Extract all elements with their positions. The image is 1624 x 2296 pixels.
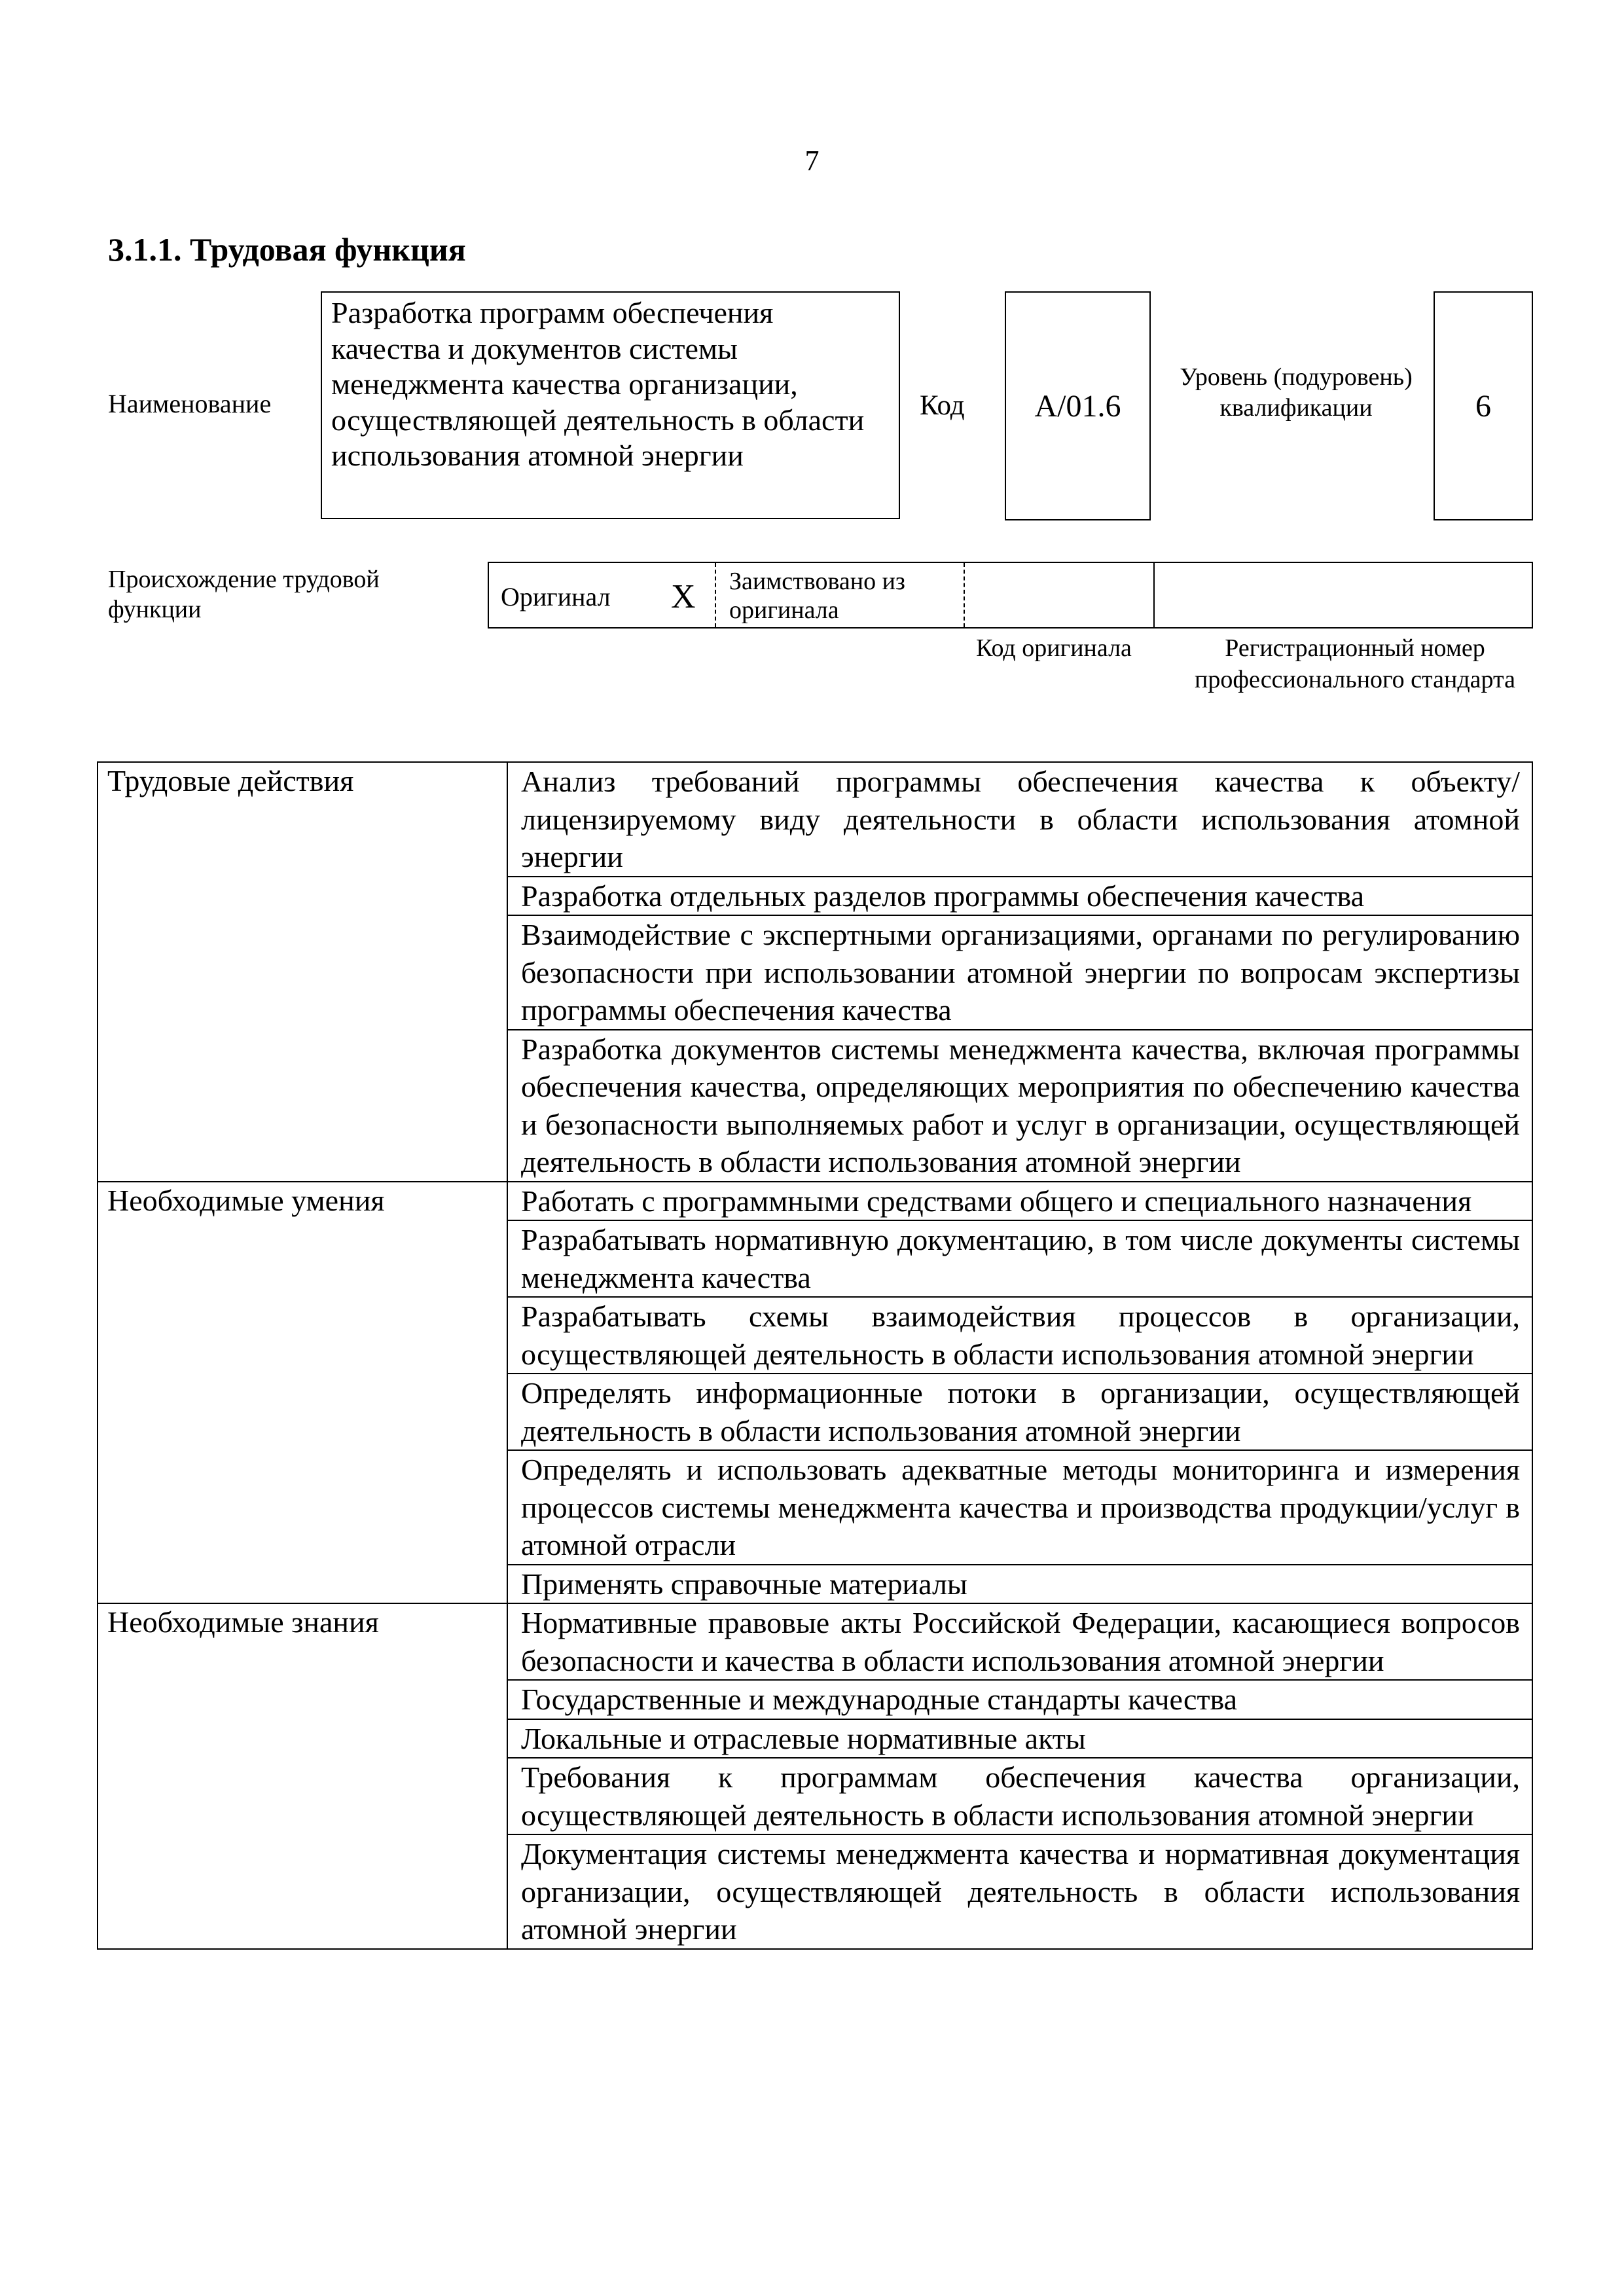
section-item-cell: Разработка отдельных разделов программы обеспечения качества (507, 877, 1532, 916)
qualification-level-label: Уровень (подуровень) квалификации (1180, 363, 1413, 422)
table-row (98, 1182, 1532, 1221)
function-name-box: Разработка программ обеспечения качества и документов системы менеджмента качества организации, осуществляющей деятельность в области использования атомной энергии (321, 291, 900, 519)
table-row (98, 1603, 1532, 1680)
section-item-cell: Разрабатывать схемы взаимодействия процессов в организации, осуществляющей деятельность в области использования атомной энергии (507, 1297, 1532, 1374)
section-title-cell: Необходимые умения (98, 1182, 507, 1604)
origin-reg-number-cell (1155, 563, 1531, 627)
section-item-cell: Нормативные правовые акты Российской Федерации, касающиеся вопросов безопасности и качества в области использования атомной энергии (507, 1603, 1532, 1680)
function-code: А/01.6 (1034, 388, 1121, 424)
original-mark: X (671, 578, 696, 615)
section-title: 3.1.1. Трудовая функция (108, 231, 466, 268)
borrowed-label: Заимствовано из оригинала (729, 568, 905, 624)
section-item-cell: Анализ требований программы обеспечения качества к объекту/ лицензируемому виду деятельности в области использования атомной энергии (507, 762, 1532, 877)
name-label: Наименование (108, 389, 272, 418)
function-details-body (98, 762, 1532, 1949)
origin-original-cell (489, 563, 716, 627)
section-item-cell: Работать с программными средствами общего и специального назначения (507, 1182, 1532, 1221)
function-code-box (1005, 291, 1151, 520)
qualification-level: 6 (1475, 388, 1491, 424)
code-of-original-label: Код оригинала (976, 634, 1132, 662)
section-item-cell: Локальные и отраслевые нормативные акты (507, 1719, 1532, 1758)
section-item-cell: Взаимодействие с экспертными организациями, органами по регулированию безопасности при использовании атомной энергии по вопросам экспертизы программы обеспечения качества (507, 915, 1532, 1030)
origin-table (488, 562, 1533, 629)
section-item-cell: Документация системы менеджмента качества и нормативная документация организации, осуществляющей деятельность в области использования атомной энергии (507, 1834, 1532, 1949)
section-item-cell: Государственные и международные стандарты качества (507, 1680, 1532, 1719)
section-item-cell: Определять информационные потоки в организации, осуществляющей деятельность в области использования атомной энергии (507, 1374, 1532, 1450)
origin-label: Происхождение трудовой функции (108, 566, 380, 623)
section-item-cell: Требования к программам обеспечения качества организации, осуществляющей деятельность в области использования атомной энергии (507, 1758, 1532, 1834)
section-title-cell: Трудовые действия (98, 762, 507, 1182)
code-label: Код (920, 390, 965, 421)
origin-borrowed-cell (716, 563, 965, 627)
table-row (98, 762, 1532, 877)
qualification-level-box (1434, 291, 1533, 520)
origin-code-cell (965, 563, 1155, 627)
section-item-cell: Разрабатывать нормативную документацию, в том числе документы системы менеджмента качества (507, 1220, 1532, 1297)
original-label: Оригинал (501, 582, 611, 611)
section-item-cell: Разработка документов системы менеджмента качества, включая программы обеспечения качества, определяющих мероприятия по обеспечению качества и безопасности выполняемых работ и услуг в организации, осуществляющей деятельность в области использования атомной энергии (507, 1030, 1532, 1182)
function-details-table (97, 761, 1533, 1950)
page-number: 7 (804, 145, 820, 177)
section-item-cell: Применять справочные материалы (507, 1565, 1532, 1604)
reg-number-label: Регистрационный номер профессионального стандарта (1195, 634, 1515, 693)
section-title-cell: Необходимые знания (98, 1603, 507, 1949)
section-item-cell: Определять и использовать адекватные методы мониторинга и измерения процессов системы менеджмента качества и производства продукции/услуг в атомной отрасли (507, 1450, 1532, 1565)
